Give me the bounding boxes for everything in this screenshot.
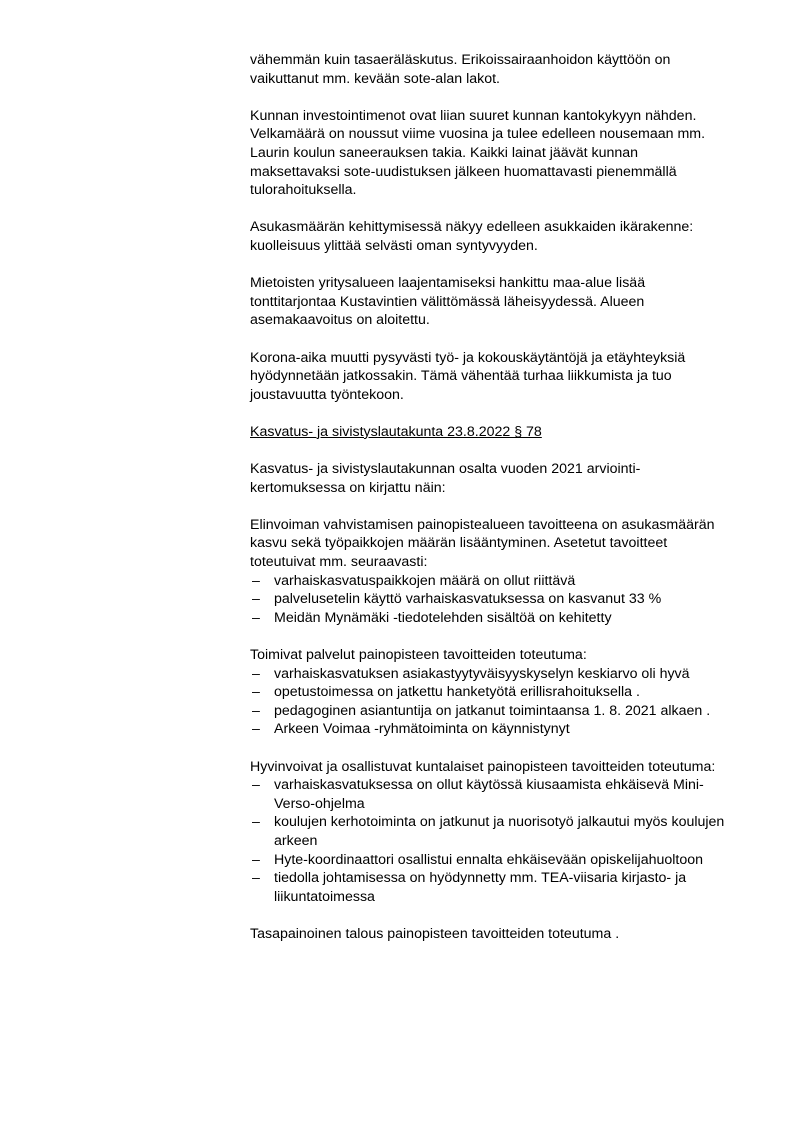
list-item [250,720,726,739]
closing-line: Tasapainoinen talous painopisteen tavoitteiden toteutuma . [250,925,620,942]
goal-group-services [250,646,726,739]
list-item-text: opetustoimessa on jatkettu hanketyötä erillisrahoituksella . [274,684,640,701]
list-item-text: pedagoginen asiantuntija on jatkanut toimintaansa 1. 8. 2021 alkaen . [274,702,711,719]
dash-bullet: – [252,572,260,589]
goal-group-lead: Hyvinvoivat ja osallistuvat kuntalaiset painopisteen tavoitteiden toteutuma: [250,758,716,775]
list-item [250,851,726,870]
list-item [250,813,726,850]
list-item-text: Hyte-koordinaattori osallistui ennalta ehkäisevään opiskelijahuoltoon [274,851,704,868]
dash-bullet: – [252,591,260,608]
paragraph-health-costs: vähemmän kuin tasaeräläskutus. Erikoissairaanhoidon käyttöön on vaikuttanut mm. kevään sote-alan lakot. [250,52,671,87]
dash-bullet: – [252,721,260,738]
list-item-text: varhaiskasvatuspaikkojen määrä on ollut riittävä [274,572,576,589]
list-item [250,665,726,684]
dash-bullet: – [252,851,260,868]
list-item-text: palvelusetelin käyttö varhaiskasvatuksessa on kasvanut 33 % [274,591,662,608]
list-item [250,609,726,628]
dash-bullet: – [252,870,260,887]
goal-group-lead: Elinvoiman vahvistamisen painopistealueen tavoitteena on asukasmäärän kasvu sekä työpaikkojen määrän lisääntyminen. Asetetut tavoitteet toteutuivat mm. seuraavasti: [250,516,715,571]
document-page [250,51,726,944]
goal-group-vitality [250,516,726,628]
dash-bullet: – [252,814,260,831]
list-item-text: tiedolla johtamisessa on hyödynnetty mm. TEA-viisaria kirjasto- ja liikuntatoimessa [274,870,687,905]
list-item [250,702,726,721]
list-item-text: Meidän Mynämäki -tiedotelehden sisältöä on kehitetty [274,609,612,626]
dash-bullet: – [252,665,260,682]
list-item [250,683,726,702]
dash-bullet: – [252,684,260,701]
list-item [250,572,726,591]
list-item-text: Arkeen Voimaa -ryhmätoiminta on käynnistynyt [274,721,570,738]
list-item-text: varhaiskasvatuksen asiakastyytyväisyyskyselyn keskiarvo oli hyvä [274,665,690,682]
list-item-text: koulujen kerhotoiminta on jatkunut ja nuorisotyö jalkautui myös koulujen arkeen [274,814,725,849]
dash-bullet: – [252,777,260,794]
list-item [250,590,726,609]
paragraph-business-area: Mietoisten yritysalueen laajentamiseksi hankittu maa-alue lisää tonttitarjontaa Kustavintien välittömässä läheisyydessä. Alueen asemakaavoitus on aloitettu. [250,275,646,329]
goal-list [250,572,726,628]
dash-bullet: – [252,609,260,626]
section-intro: Kasvatus- ja sivistyslautakunnan osalta vuoden 2021 arviointi-kertomuksessa on kirjattu näin: [250,461,641,496]
dash-bullet: – [252,702,260,719]
list-item-text: varhaiskasvatuksessa on ollut käytössä kiusaamista ehkäisevä Mini-Verso-ohjelma [274,777,704,812]
goal-list [250,776,726,906]
paragraph-corona: Korona-aika muutti pysyvästi työ- ja kokouskäytäntöjä ja etäyhteyksiä hyödynnetään jatkossakin. Tämä vähentää turhaa liikkumista ja tuo joustavuutta työntekoon. [250,349,686,403]
paragraph-population: Asukasmäärän kehittymisessä näkyy edelleen asukkaiden ikärakenne: kuolleisuus ylittää selvästi oman syntyvyyden. [250,219,694,254]
list-item [250,776,726,813]
paragraph-investments: Kunnan investointimenot ovat liian suuret kunnan kantokykyyn nähden. Velkamäärä on noussut viime vuosina ja tulee edelleen nousemaan mm. Laurin koulun saneerauksen takia. Kaikki lainat jäävät kunnan maksettavaksi sote-uudistuksen jälkeen huomattavasti pienemmällä tulorahoituksella. [250,107,706,199]
section-heading: Kasvatus- ja sivistyslautakunta 23.8.2022 § 78 [250,423,542,440]
goal-group-wellbeing [250,758,726,907]
goal-group-lead: Toimivat palvelut painopisteen tavoitteiden toteutuma: [250,647,587,663]
list-item [250,869,726,906]
goal-list [250,665,726,739]
